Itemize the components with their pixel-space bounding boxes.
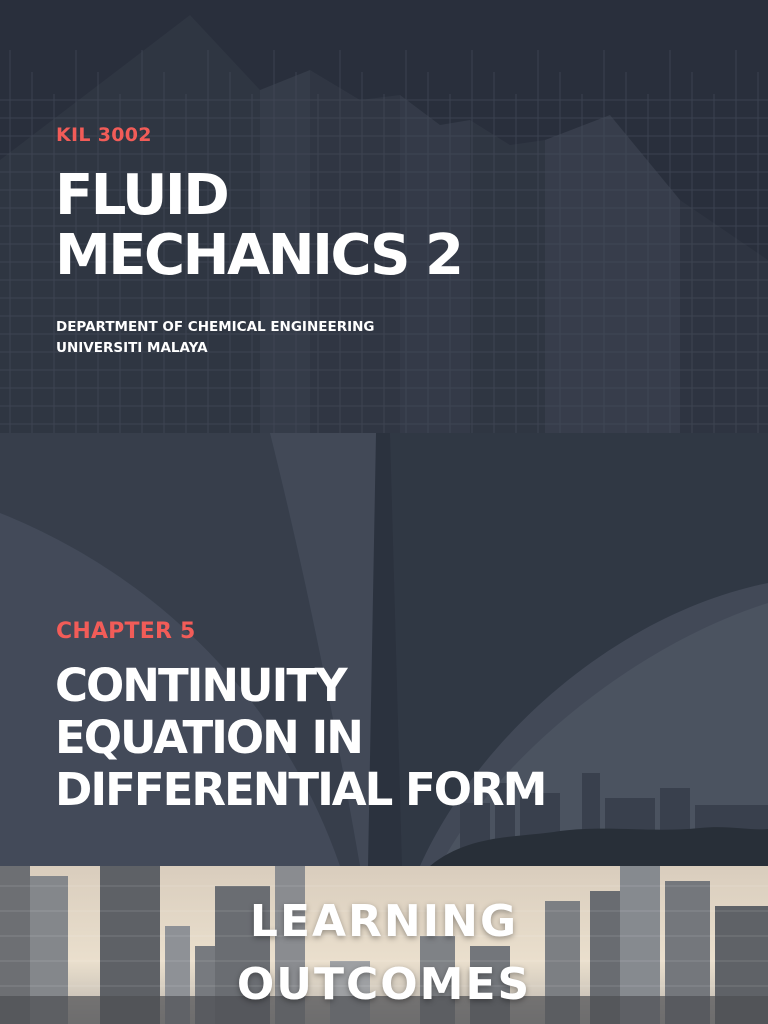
chapter-title-line: DIFFERENTIAL FORM <box>55 763 546 816</box>
chapter-panel <box>0 433 768 866</box>
course-title-line: MECHANICS 2 <box>55 223 462 288</box>
course-title-line: FLUID <box>55 163 228 228</box>
chapter-title-line: CONTINUITY <box>55 659 346 712</box>
university-name: UNIVERSITI MALAYA <box>56 340 208 356</box>
department-info <box>56 317 375 359</box>
course-code: KIL 3002 <box>56 124 152 146</box>
course-title <box>55 163 462 288</box>
department-name: DEPARTMENT OF CHEMICAL ENGINEERING <box>56 319 375 335</box>
chapter-title <box>55 660 545 816</box>
heading-line: OUTCOMES <box>236 959 532 1010</box>
chapter-label: CHAPTER 5 <box>56 619 196 644</box>
learning-outcomes-heading <box>0 890 768 1016</box>
heading-line: LEARNING <box>249 896 519 947</box>
cover-panel <box>0 0 768 433</box>
chapter-title-line: EQUATION IN <box>55 711 362 764</box>
